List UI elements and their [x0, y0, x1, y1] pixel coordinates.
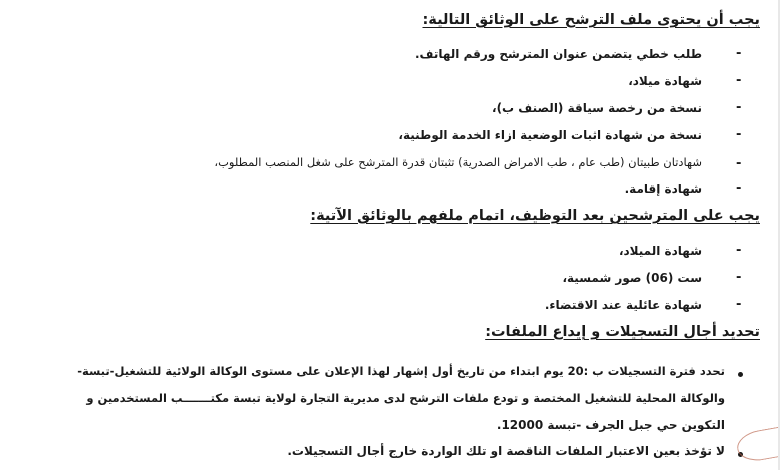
list-item: نسخة من شهادة اثبات الوضعية ازاء الخدمة الوطنية،: [398, 128, 702, 142]
bullet-dash: -: [736, 270, 742, 285]
bullet-dash: -: [736, 100, 742, 115]
section-heading-required-documents: يجب أن يحتوى ملف الترشح على الوثائق التالية:: [422, 12, 760, 28]
official-stamp-fragment: [735, 426, 780, 464]
paragraph-line: التكوين حي جبل الجرف -تبسة 12000.: [496, 418, 725, 432]
list-item: شهادة إقامة.: [624, 182, 702, 196]
bullet-dash: -: [736, 297, 742, 312]
note-line: لا تؤخذ بعين الاعتبار الملفات الناقصة او تلك الواردة خارج أجال التسجيلات.: [287, 444, 725, 458]
list-item: شهادة الميلاد،: [618, 244, 702, 258]
paragraph-line: تحدد فترة التسجيلات ب :20 يوم ابتداء من تاريخ أول إشهار لهذا الإعلان على مستوى الوكالة الولائية للتشغيل-تبسة-: [77, 364, 725, 378]
list-item: نسخة من رخصة سياقة (الصنف ب)،: [492, 101, 702, 115]
list-item: ست (06) صور شمسية،: [562, 271, 702, 285]
section-heading-post-hiring-documents: يجب على المترشحين بعد التوظيف، اتمام ملفهم بالوثائق الآتية:: [310, 208, 760, 224]
bullet-dash: -: [736, 156, 742, 171]
list-item: شهادتان طبيتان (طب عام ، طب الامراض الصدرية) تثبتان قدرة المترشح على شغل المنصب المطلوب،: [214, 155, 702, 169]
bullet-dash: -: [736, 46, 742, 61]
list-item: طلب خطي يتضمن عنوان المترشح ورقم الهاتف.: [414, 47, 702, 61]
section-heading-registration-deadlines: تحديد أجال التسجيلات و إيداع الملفات:: [485, 324, 760, 340]
bullet-dash: -: [736, 127, 742, 142]
list-item: شهادة عائلية عند الاقتضاء.: [544, 298, 702, 312]
bullet-dash: -: [736, 243, 742, 258]
bullet-dot: [738, 372, 743, 377]
list-item: شهادة ميلاد،: [628, 74, 702, 88]
bullet-dash: -: [736, 181, 742, 196]
bullet-dash: -: [736, 73, 742, 88]
paragraph-line: والوكالة المحلية للتشغيل المختصة و تودع ملفات الترشح لدى مديرية التجارة لولاية تبسة مكتـــــــب المستخدمين و: [86, 391, 725, 405]
